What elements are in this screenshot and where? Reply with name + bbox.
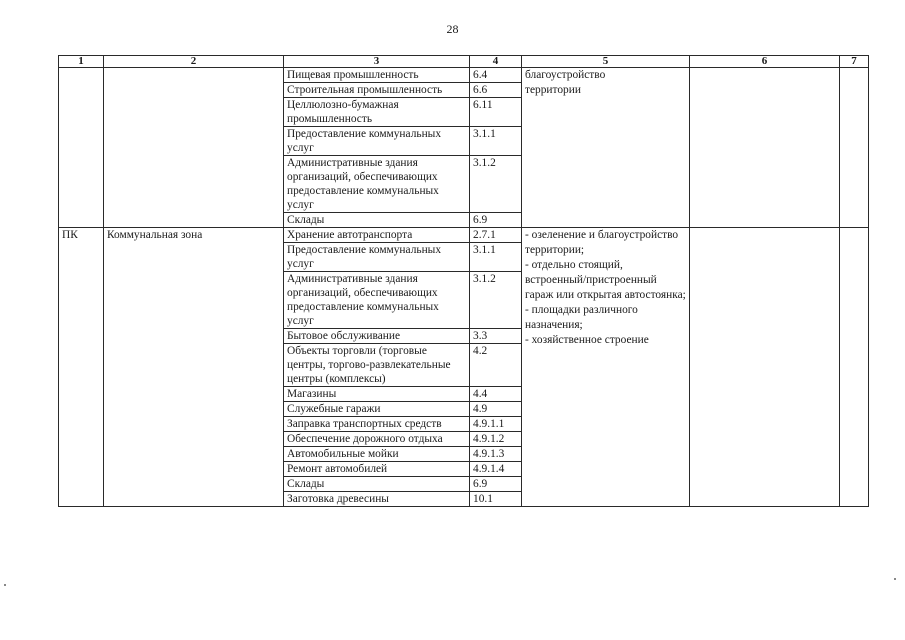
use-name-cell: Административные здания организаций, обеспечивающих предоставление коммунальных услуг bbox=[284, 156, 470, 213]
use-code-cell: 4.9 bbox=[470, 402, 522, 417]
use-name-cell: Склады bbox=[284, 213, 470, 228]
use-name-cell: Заготовка древесины bbox=[284, 492, 470, 507]
page-number: 28 bbox=[446, 22, 459, 36]
use-name-cell: Целлюлозно-бумажная промышленность bbox=[284, 98, 470, 127]
scan-speck bbox=[4, 584, 6, 586]
use-name-cell: Хранение автотранспорта bbox=[284, 228, 470, 243]
parameters-cell bbox=[522, 228, 690, 507]
col7-cell bbox=[840, 228, 869, 507]
parameters-cell bbox=[522, 68, 690, 228]
header-col-6: 6 bbox=[690, 56, 840, 68]
use-name-cell: Предоставление коммунальных услуг bbox=[284, 243, 470, 272]
header-col-1: 1 bbox=[59, 56, 104, 68]
header-col-2: 2 bbox=[104, 56, 284, 68]
use-name-cell: Объекты торговли (торговые центры, торгово-развлекательные центры (комплексы) bbox=[284, 344, 470, 387]
use-code-cell: 10.1 bbox=[470, 492, 522, 507]
use-name-cell: Предоставление коммунальных услуг bbox=[284, 127, 470, 156]
parameters-line: - озеленение и благоустройство территории; bbox=[525, 229, 679, 256]
use-code-cell: 4.9.1.2 bbox=[470, 432, 522, 447]
use-code-cell: 6.11 bbox=[470, 98, 522, 127]
use-code-cell: 6.9 bbox=[470, 477, 522, 492]
use-code-cell: 3.1.1 bbox=[470, 243, 522, 272]
use-name-cell: Ремонт автомобилей bbox=[284, 462, 470, 477]
use-code-cell: 6.9 bbox=[470, 213, 522, 228]
use-code-cell: 6.4 bbox=[470, 68, 522, 83]
use-name-cell: Автомобильные мойки bbox=[284, 447, 470, 462]
header-row bbox=[59, 56, 869, 68]
parameters-line: благоустройство bbox=[525, 69, 606, 81]
use-name-cell: Служебные гаражи bbox=[284, 402, 470, 417]
use-code-cell: 4.2 bbox=[470, 344, 522, 387]
use-code-cell: 4.9.1.1 bbox=[470, 417, 522, 432]
zones-table bbox=[58, 55, 869, 507]
use-code-cell: 3.3 bbox=[470, 329, 522, 344]
use-code-cell: 3.1.2 bbox=[470, 272, 522, 329]
zone-code-cell: ПК bbox=[59, 228, 104, 507]
zone-name-cell: Коммунальная зона bbox=[104, 228, 284, 507]
use-name-cell: Пищевая промышленность bbox=[284, 68, 470, 83]
parameters-line: - площадки различного назначения; bbox=[525, 304, 638, 331]
use-name-cell: Строительная промышленность bbox=[284, 83, 470, 98]
use-code-cell: 3.1.1 bbox=[470, 127, 522, 156]
header-col-5: 5 bbox=[522, 56, 690, 68]
header-col-3: 3 bbox=[284, 56, 470, 68]
use-name-cell: Обеспечение дорожного отдыха bbox=[284, 432, 470, 447]
table-row bbox=[59, 68, 869, 83]
use-name-cell: Магазины bbox=[284, 387, 470, 402]
use-name-cell: Заправка транспортных средств bbox=[284, 417, 470, 432]
use-code-cell: 3.1.2 bbox=[470, 156, 522, 213]
zone-code-cell bbox=[59, 68, 104, 228]
scan-speck bbox=[894, 578, 896, 580]
parameters-line: - отдельно стоящий, встроенный/пристроенный гараж или открытая автостоянка; bbox=[525, 259, 686, 301]
zone-name-cell bbox=[104, 68, 284, 228]
use-code-cell: 4.4 bbox=[470, 387, 522, 402]
use-code-cell: 4.9.1.4 bbox=[470, 462, 522, 477]
use-code-cell: 4.9.1.3 bbox=[470, 447, 522, 462]
col7-cell bbox=[840, 68, 869, 228]
col6-cell bbox=[690, 228, 840, 507]
col6-cell bbox=[690, 68, 840, 228]
use-name-cell: Склады bbox=[284, 477, 470, 492]
use-code-cell: 6.6 bbox=[470, 83, 522, 98]
use-name-cell: Административные здания организаций, обеспечивающих предоставление коммунальных услуг bbox=[284, 272, 470, 329]
use-code-cell: 2.7.1 bbox=[470, 228, 522, 243]
parameters-line: территории bbox=[525, 84, 581, 96]
header-col-7: 7 bbox=[840, 56, 869, 68]
parameters-line: - хозяйственное строение bbox=[525, 334, 649, 346]
header-col-4: 4 bbox=[470, 56, 522, 68]
table-row bbox=[59, 228, 869, 243]
use-name-cell: Бытовое обслуживание bbox=[284, 329, 470, 344]
